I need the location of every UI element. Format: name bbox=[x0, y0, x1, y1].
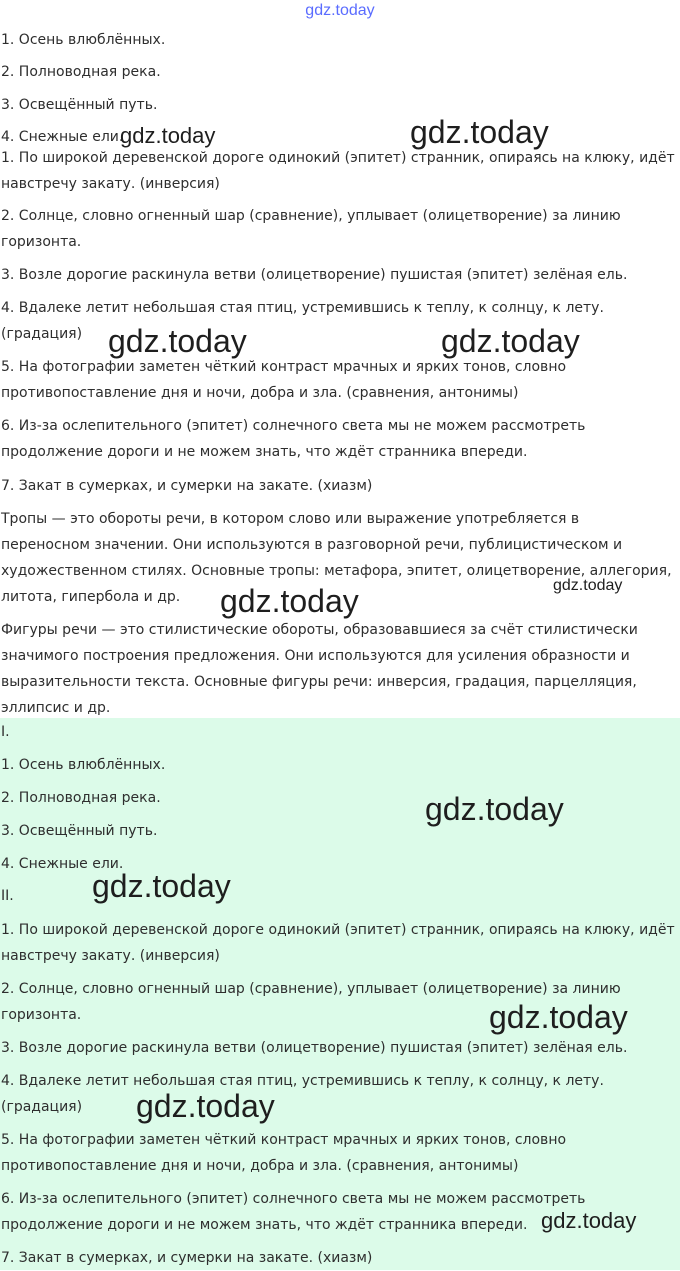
sentence-line: горизонта. bbox=[1, 1007, 82, 1023]
sentence-line: (градация) bbox=[1, 1099, 83, 1115]
watermark: gdz.today bbox=[410, 114, 549, 150]
header-watermark[interactable]: gdz.today bbox=[305, 2, 375, 19]
phrase-item: 1. Осень влюблённых. bbox=[1, 757, 166, 773]
sentence-line: 3. Возле дорогие раскинула ветви (олицетворение) пушистая (эпитет) зелёная ель. bbox=[1, 1040, 628, 1056]
phrase-item: 2. Полноводная река. bbox=[1, 64, 161, 80]
sentence-line: 1. По широкой деревенской дороге одинокий (эпитет) странник, опираясь на клюку, идёт bbox=[1, 150, 675, 166]
tropes-paragraph-line: переносном значении. Они используются в разговорной речи, публицистическом и bbox=[1, 537, 623, 553]
sentence-line: 4. Вдалеке летит небольшая стая птиц, устремившись к теплу, к солнцу, к лету. bbox=[1, 1073, 604, 1089]
sentence-line: 3. Возле дорогие раскинула ветви (олицетворение) пушистая (эпитет) зелёная ель. bbox=[1, 267, 628, 283]
watermark: gdz.today bbox=[120, 123, 216, 148]
watermark: gdz.today bbox=[489, 999, 628, 1035]
phrase-item: 2. Полноводная река. bbox=[1, 790, 161, 806]
sentence-line: продолжение дороги и не можем знать, что ждёт странника впереди. bbox=[1, 1217, 528, 1233]
sentence-line: противопоставление дня и ночи, добра и зла. (сравнения, антонимы) bbox=[1, 1158, 519, 1174]
watermark: gdz.today bbox=[541, 1208, 637, 1233]
phrase-item: 4. Снежные ели. bbox=[1, 856, 124, 872]
watermark: gdz.today bbox=[553, 577, 623, 594]
sentence-line: 5. На фотографии заметен чёткий контраст мрачных и ярких тонов, словно bbox=[1, 359, 567, 375]
watermark: gdz.today bbox=[136, 1088, 275, 1124]
watermark: gdz.today bbox=[425, 791, 564, 827]
section-label: II. bbox=[1, 888, 14, 904]
sentence-line: 2. Солнце, словно огненный шар (сравнение), уплывает (олицетворение) за линию bbox=[1, 981, 621, 997]
figures-paragraph-line: Фигуры речи — это стилистические обороты, образовавшиеся за счёт стилистически bbox=[1, 622, 638, 638]
phrase-item: 3. Освещённый путь. bbox=[1, 823, 158, 839]
sentence-line: 1. По широкой деревенской дороге одинокий (эпитет) странник, опираясь на клюку, идёт bbox=[1, 922, 675, 938]
figures-paragraph-line: выразительности текста. Основные фигуры речи: инверсия, градация, парцелляция, bbox=[1, 674, 637, 690]
figures-paragraph-line: эллипсис и др. bbox=[1, 700, 111, 716]
figures-paragraph-line: значимого построения предложения. Они используются для усиления образности и bbox=[1, 648, 630, 664]
phrase-item: 1. Осень влюблённых. bbox=[1, 32, 166, 48]
sentence-line: горизонта. bbox=[1, 234, 82, 250]
sentence-line: 6. Из-за ослепительного (эпитет) солнечного света мы не можем рассмотреть bbox=[1, 1191, 586, 1207]
sentence-line: 4. Вдалеке летит небольшая стая птиц, устремившись к теплу, к солнцу, к лету. bbox=[1, 300, 604, 316]
sentence-line: продолжение дороги и не можем знать, что ждёт странника впереди. bbox=[1, 444, 528, 460]
sentence-line: 7. Закат в сумерках, и сумерки на закате. (хиазм) bbox=[1, 1250, 373, 1266]
section-label: I. bbox=[1, 724, 10, 740]
sentence-line: (градация) bbox=[1, 326, 83, 342]
sentence-line: 7. Закат в сумерках, и сумерки на закате. (хиазм) bbox=[1, 478, 373, 494]
watermark: gdz.today bbox=[108, 323, 247, 359]
sentence-line: противопоставление дня и ночи, добра и зла. (сравнения, антонимы) bbox=[1, 385, 519, 401]
watermark: gdz.today bbox=[441, 323, 580, 359]
tropes-paragraph-line: художественном стилях. Основные тропы: метафора, эпитет, олицетворение, аллегория, bbox=[1, 563, 672, 579]
watermark: gdz.today bbox=[92, 868, 231, 904]
sentence-line: 2. Солнце, словно огненный шар (сравнение), уплывает (олицетворение) за линию bbox=[1, 208, 621, 224]
tropes-paragraph-line: Тропы — это обороты речи, в котором слово или выражение употребляется в bbox=[1, 511, 580, 527]
watermark: gdz.today bbox=[220, 583, 359, 619]
phrase-item: 4. Снежные ели. bbox=[1, 129, 124, 145]
tropes-paragraph-line: литота, гипербола и др. bbox=[1, 589, 181, 605]
sentence-line: 5. На фотографии заметен чёткий контраст мрачных и ярких тонов, словно bbox=[1, 1132, 567, 1148]
sentence-line: навстречу закату. (инверсия) bbox=[1, 176, 220, 192]
sentence-line: 6. Из-за ослепительного (эпитет) солнечного света мы не можем рассмотреть bbox=[1, 418, 586, 434]
sentence-line: навстречу закату. (инверсия) bbox=[1, 948, 220, 964]
phrase-item: 3. Освещённый путь. bbox=[1, 97, 158, 113]
